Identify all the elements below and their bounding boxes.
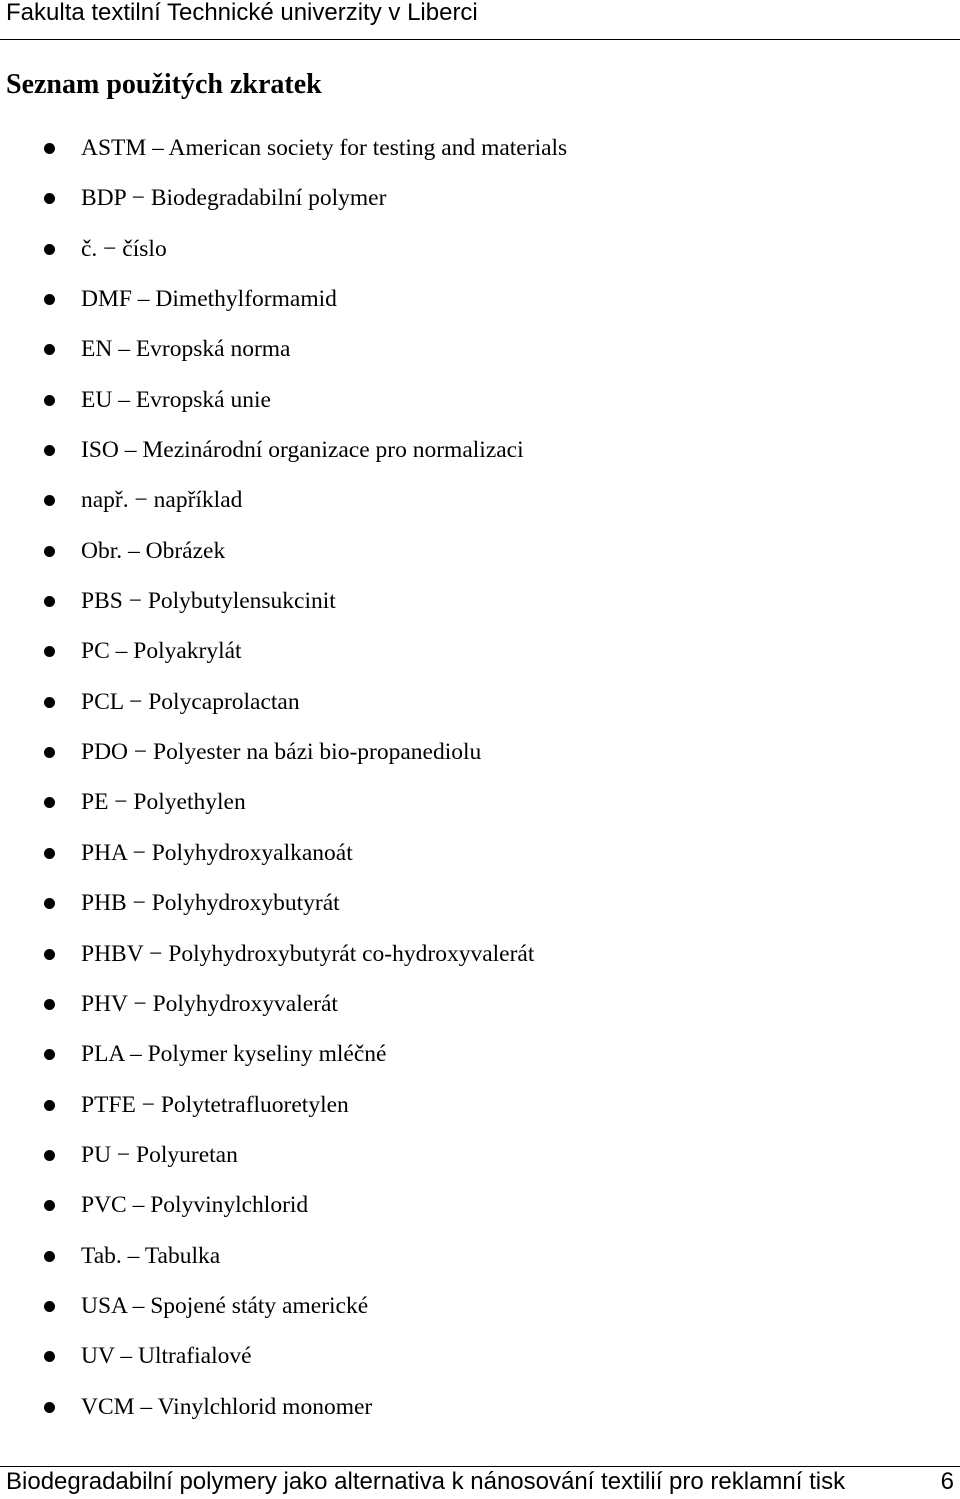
page-header: Fakulta textilní Technické univerzity v Liberci bbox=[6, 0, 478, 26]
list-item bbox=[0, 1180, 567, 1230]
abbreviation-entry: EU – Evropská unie bbox=[81, 386, 271, 413]
bullet-icon bbox=[44, 143, 55, 154]
bullet-icon bbox=[44, 1200, 55, 1211]
abbreviation-entry: USA – Spojené státy americké bbox=[81, 1292, 369, 1319]
bullet-icon bbox=[44, 1251, 55, 1262]
list-item bbox=[0, 828, 567, 878]
list-item bbox=[0, 929, 567, 979]
bullet-icon bbox=[44, 546, 55, 557]
bullet-icon bbox=[44, 999, 55, 1010]
list-item bbox=[0, 1130, 567, 1180]
abbreviation-entry: EN – Evropská norma bbox=[81, 336, 291, 363]
bullet-icon bbox=[44, 1351, 55, 1362]
list-item bbox=[0, 1331, 567, 1381]
bullet-icon bbox=[44, 344, 55, 355]
abbreviation-entry: ASTM – American society for testing and materials bbox=[81, 135, 568, 161]
abbreviation-entry: PC – Polyakrylát bbox=[81, 638, 242, 665]
list-item bbox=[0, 1281, 567, 1331]
bullet-icon bbox=[44, 294, 55, 305]
abbreviation-entry: PDO − Polyester na bázi bio-propanediolu bbox=[81, 739, 482, 766]
list-item bbox=[0, 1080, 567, 1130]
bullet-icon bbox=[44, 697, 55, 708]
list-item bbox=[0, 727, 567, 777]
abbreviation-entry: DMF – Dimethylformamid bbox=[81, 286, 337, 313]
abbreviation-entry: Tab. – Tabulka bbox=[81, 1242, 221, 1269]
bullet-icon bbox=[44, 1100, 55, 1111]
list-item bbox=[0, 777, 567, 827]
bullet-icon bbox=[44, 898, 55, 909]
abbreviation-entry: BDP − Biodegradabilní polymer bbox=[81, 185, 387, 212]
bullet-icon bbox=[44, 1402, 55, 1413]
bullet-icon bbox=[44, 949, 55, 960]
list-item bbox=[0, 475, 567, 525]
abbreviation-entry: PHV − Polyhydroxyvalerát bbox=[81, 990, 338, 1017]
list-item bbox=[0, 274, 567, 324]
abbreviation-entry: PLA – Polymer kyseliny mléčné bbox=[81, 1041, 387, 1068]
list-item bbox=[0, 1382, 567, 1432]
list-item bbox=[0, 878, 567, 928]
abbreviation-entry: PCL − Polycaprolactan bbox=[81, 688, 300, 715]
bullet-icon bbox=[44, 596, 55, 607]
abbreviation-entry: Obr. – Obrázek bbox=[81, 537, 226, 564]
bullet-icon bbox=[44, 495, 55, 506]
list-item bbox=[0, 526, 567, 576]
abbreviation-entry: PHB − Polyhydroxybutyrát bbox=[81, 890, 340, 917]
bullet-icon bbox=[44, 848, 55, 859]
abbreviation-entry: ISO – Mezinárodní organizace pro normalizaci bbox=[81, 437, 524, 464]
section-title: Seznam použitých zkratek bbox=[6, 69, 322, 100]
abbreviation-entry: např. − například bbox=[81, 487, 243, 514]
abbreviation-entry: PHA − Polyhydroxyalkanoát bbox=[81, 839, 353, 866]
header-divider bbox=[0, 39, 960, 40]
bullet-icon bbox=[44, 1301, 55, 1312]
bullet-icon bbox=[44, 646, 55, 657]
list-item bbox=[0, 979, 567, 1029]
list-item bbox=[0, 425, 567, 475]
bullet-icon bbox=[44, 445, 55, 456]
list-item bbox=[0, 677, 567, 727]
list-item bbox=[0, 1029, 567, 1079]
list-item bbox=[0, 626, 567, 676]
page-number: 6 bbox=[940, 1468, 954, 1495]
abbreviation-entry: PBS − Polybutylensukcinit bbox=[81, 588, 336, 615]
bullet-icon bbox=[44, 1150, 55, 1161]
bullet-icon bbox=[44, 747, 55, 758]
abbreviation-entry: PVC – Polyvinylchlorid bbox=[81, 1192, 309, 1219]
bullet-icon bbox=[44, 1049, 55, 1060]
list-item bbox=[0, 324, 567, 374]
list-item bbox=[0, 224, 567, 274]
abbreviation-entry: PE − Polyethylen bbox=[81, 789, 246, 816]
list-item bbox=[0, 1231, 567, 1281]
list-item bbox=[0, 173, 567, 223]
page-footer: Biodegradabilní polymery jako alternativa k nánosování textilií pro reklamní tisk bbox=[6, 1468, 846, 1495]
abbreviation-entry: VCM – Vinylchlorid monomer bbox=[81, 1393, 373, 1420]
bullet-icon bbox=[44, 395, 55, 406]
bullet-icon bbox=[44, 797, 55, 808]
bullet-icon bbox=[44, 193, 55, 204]
bullet-icon bbox=[44, 244, 55, 255]
abbreviation-entry: č. − číslo bbox=[81, 235, 167, 262]
abbreviation-entry: PHBV − Polyhydroxybutyrát co-hydroxyvalerát bbox=[81, 940, 535, 967]
abbreviation-list bbox=[0, 123, 567, 1432]
list-item bbox=[0, 123, 567, 173]
list-item bbox=[0, 576, 567, 626]
abbreviation-entry: PU − Polyuretan bbox=[81, 1141, 238, 1168]
abbreviation-entry: UV – Ultrafialové bbox=[81, 1343, 252, 1370]
abbreviation-entry: PTFE − Polytetrafluoretylen bbox=[81, 1091, 349, 1118]
list-item bbox=[0, 375, 567, 425]
